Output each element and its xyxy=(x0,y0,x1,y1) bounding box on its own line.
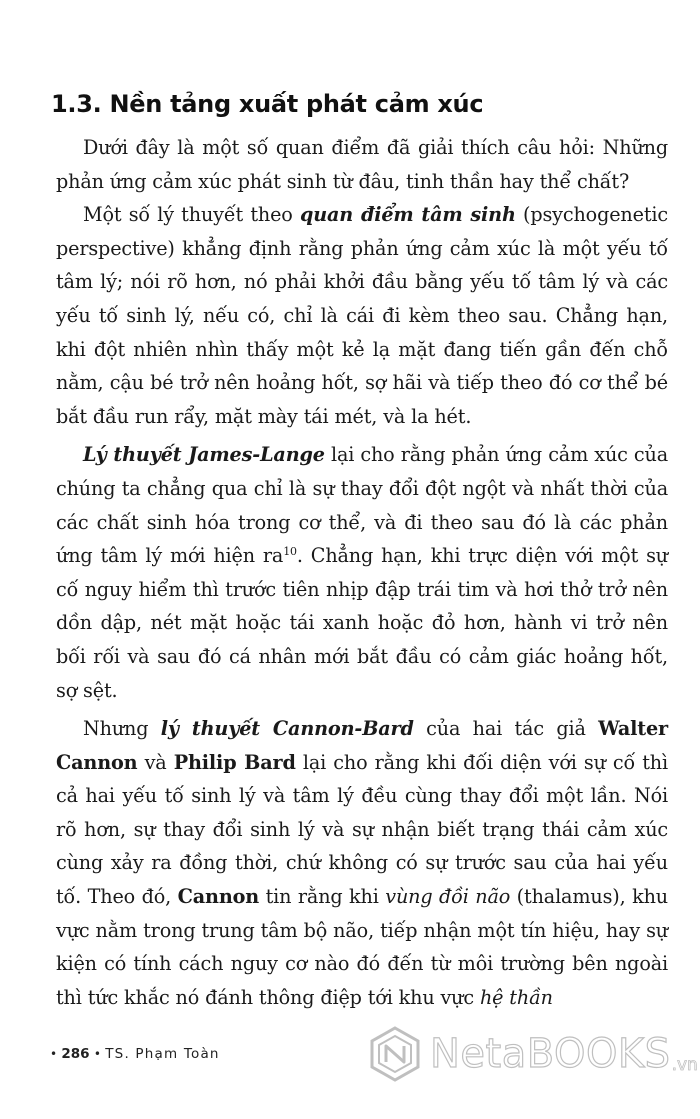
paragraph-4 xyxy=(56,712,668,1014)
p4-text-a: Nhưng xyxy=(83,717,161,741)
page-number: 286 xyxy=(61,1046,90,1062)
name-philip-bard: Philip Bard xyxy=(173,750,296,774)
body-text xyxy=(56,131,668,1014)
name-cannon: Cannon xyxy=(177,885,260,909)
paragraph-1: Dưới đây là một số quan điểm đã giải thích câu hỏi: Những phản ứng cảm xúc phát sinh từ đâu, tinh thần hay thể chất? xyxy=(56,136,668,193)
page-footer xyxy=(50,1046,220,1062)
footer-author: TS. Phạm Toàn xyxy=(105,1046,220,1062)
term-thalamus: vùng đồi não xyxy=(385,885,511,909)
p4-text-d: lại cho rằng khi đối diện với sự cố thì cả hai yếu tố sinh lý và tâm lý đều cùng thay đổi một lần. Nói rõ hơn, sự thay đổi sinh lý và sự nhận biết trạng thái cảm xúc cùng xảy ra đồng thời, chứ không có sự trước sau của hai yếu tố. Theo đó, xyxy=(56,750,668,909)
p4-text-e: tin rằng khi xyxy=(259,885,386,909)
paragraph-2 xyxy=(56,198,668,433)
p4-text-b: của hai tác giả xyxy=(413,717,599,741)
name-walter-cannon: Walter Cannon xyxy=(56,717,669,774)
p4-text-c: và xyxy=(137,750,174,774)
footer-bullet: • xyxy=(50,1047,58,1061)
term-psychogenetic: quan điểm tâm sinh xyxy=(299,203,516,227)
p4-text-f: (thalamus), khu vực nằm trong trung tâm bộ não, tiếp nhận một tín hiệu, hay sự kiện có tính cách nguy cơ nào đó đến từ môi trường bên ngoài thì tức khắc nó đánh thông điệp tới khu vực xyxy=(56,885,668,1009)
watermark-brand: NetaBOOKS xyxy=(430,1031,671,1077)
term-nervous-system: hệ thần xyxy=(479,985,553,1009)
footer-bullet: • xyxy=(93,1047,101,1061)
watermark xyxy=(366,1025,698,1083)
neta-logo-icon xyxy=(366,1025,424,1083)
p3-text-b: . Chẳng hạn, khi trực diện với một sự cố nguy hiểm thì trước tiên nhịp đập trái tim và hơi thở trở nên dồn dập, nét mặt hoặc tái xanh hoặc đỏ hơn, hành vi trở nên bối rối và sau đó cá nhân mới bắt đầu có cảm giác hoảng hốt, sợ sệt. xyxy=(56,544,668,702)
term-james-lange: Lý thuyết James-Lange xyxy=(83,443,325,467)
p3-text-a: lại cho rằng phản ứng cảm xúc của chúng ta chẳng qua chỉ là sự thay đổi đột ngột và nhất thời của các chất sinh hóa trong cơ thể, và đi theo sau đó là các phản ứng tâm lý mới hiện ra xyxy=(56,443,668,568)
p2-text-b: (psychogenetic perspective) khẳng định rằng phản ứng cảm xúc là một yếu tố tâm lý; nói rõ hơn, nó phải khởi đầu bằng yếu tố tâm lý và các yếu tố sinh lý, nếu có, chỉ là cái đi kèm theo sau. Chẳng hạn, khi đột nhiên nhìn thấy một kẻ lạ mặt đang tiến gần đến chỗ nằm, cậu bé trở nên hoảng hốt, sợ hãi và tiếp theo đó cơ thể bé bắt đầu run rẩy, mặt mày tái mét, và la hét. xyxy=(56,203,668,428)
term-cannon-bard: lý thuyết Cannon-Bard xyxy=(160,717,414,741)
watermark-suffix: .vn xyxy=(671,1055,698,1075)
p2-text-a: Một số lý thuyết theo xyxy=(83,203,300,227)
footnote-ref: 10 xyxy=(283,545,297,559)
section-heading: 1.3. Nền tảng xuất phát cảm xúc xyxy=(51,90,484,118)
paragraph-3 xyxy=(56,438,668,707)
